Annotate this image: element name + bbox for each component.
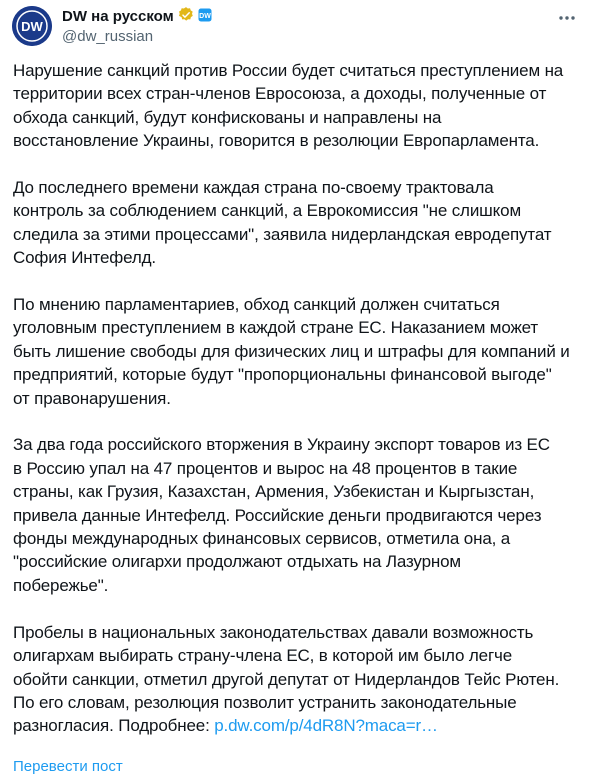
- tweet-paragraph: По мнению парламентариев, обход санкций должен считаться уголовным преступлением в каждой стране ЕС. Наказанием может быть лишение свободы для физических лиц и штрафы для компаний и предприятий, которые будут "пропорциональны финансовой выгоде" от правонарушения.: [13, 295, 570, 408]
- translate-post-link[interactable]: Перевести пост: [13, 758, 123, 775]
- user-handle[interactable]: @dw_russian: [62, 28, 154, 45]
- tweet-paragraph: Нарушение санкций против России будет считаться преступлением на территории всех стран-членов Евросоюза, а доходы, полученные от обхода санкций, будут конфискованы и направлены на восстановление Украины, говорится в резолюции Европарламента.: [13, 61, 564, 151]
- tweet-paragraph-text: Пробелы в национальных законодательствах давали возможность олигархам выбирать страну-члена ЕС, в которой им было легче обойти санкции, отметил другой депутат от Нидерландов Тейс Рютен. По его словам, резолюция позволит устранить законодательные разногласия. Подробнее:: [13, 622, 560, 736]
- tweet-header: [12, 6, 585, 46]
- article-link[interactable]: p.dw.com/p/4dR8N?maca=r…: [214, 716, 438, 736]
- name-row: [62, 7, 212, 27]
- dw-logo-icon: [12, 6, 52, 46]
- author-block: [62, 7, 212, 47]
- tweet-text: [13, 59, 591, 738]
- svg-text:DW: DW: [198, 12, 211, 20]
- verified-badge-icon: [177, 6, 195, 29]
- display-name[interactable]: DW на русском: [62, 8, 174, 25]
- tweet-paragraph: До последнего времени каждая страна по-своему трактовала контроль за соблюдением санкций, а Еврокомиссия "не слишком следила за этими процессами", заявила нидерландская евродепутат София Интефелд.: [13, 178, 552, 268]
- avatar-label: DW: [21, 19, 43, 34]
- tweet-paragraph: За два года российского вторжения в Украину экспорт товаров из ЕС в Россию упал на 47 процентов и вырос на 48 процентов в такие страны, как Грузия, Казахстан, Армения, Узбекистан и Кыргызстан, привела данные Интефелд. Российские деньги продвигаются через фонды международных финансовых сервисов, отметила она, а "российские олигархи продолжают отдыхать на Лазурном побережье".: [13, 435, 550, 595]
- more-options-button[interactable]: [557, 8, 577, 28]
- ellipsis-icon: [557, 8, 577, 28]
- avatar[interactable]: [12, 6, 52, 46]
- tweet-paragraph-last: [13, 621, 591, 738]
- affiliate-badge-icon[interactable]: [198, 8, 212, 27]
